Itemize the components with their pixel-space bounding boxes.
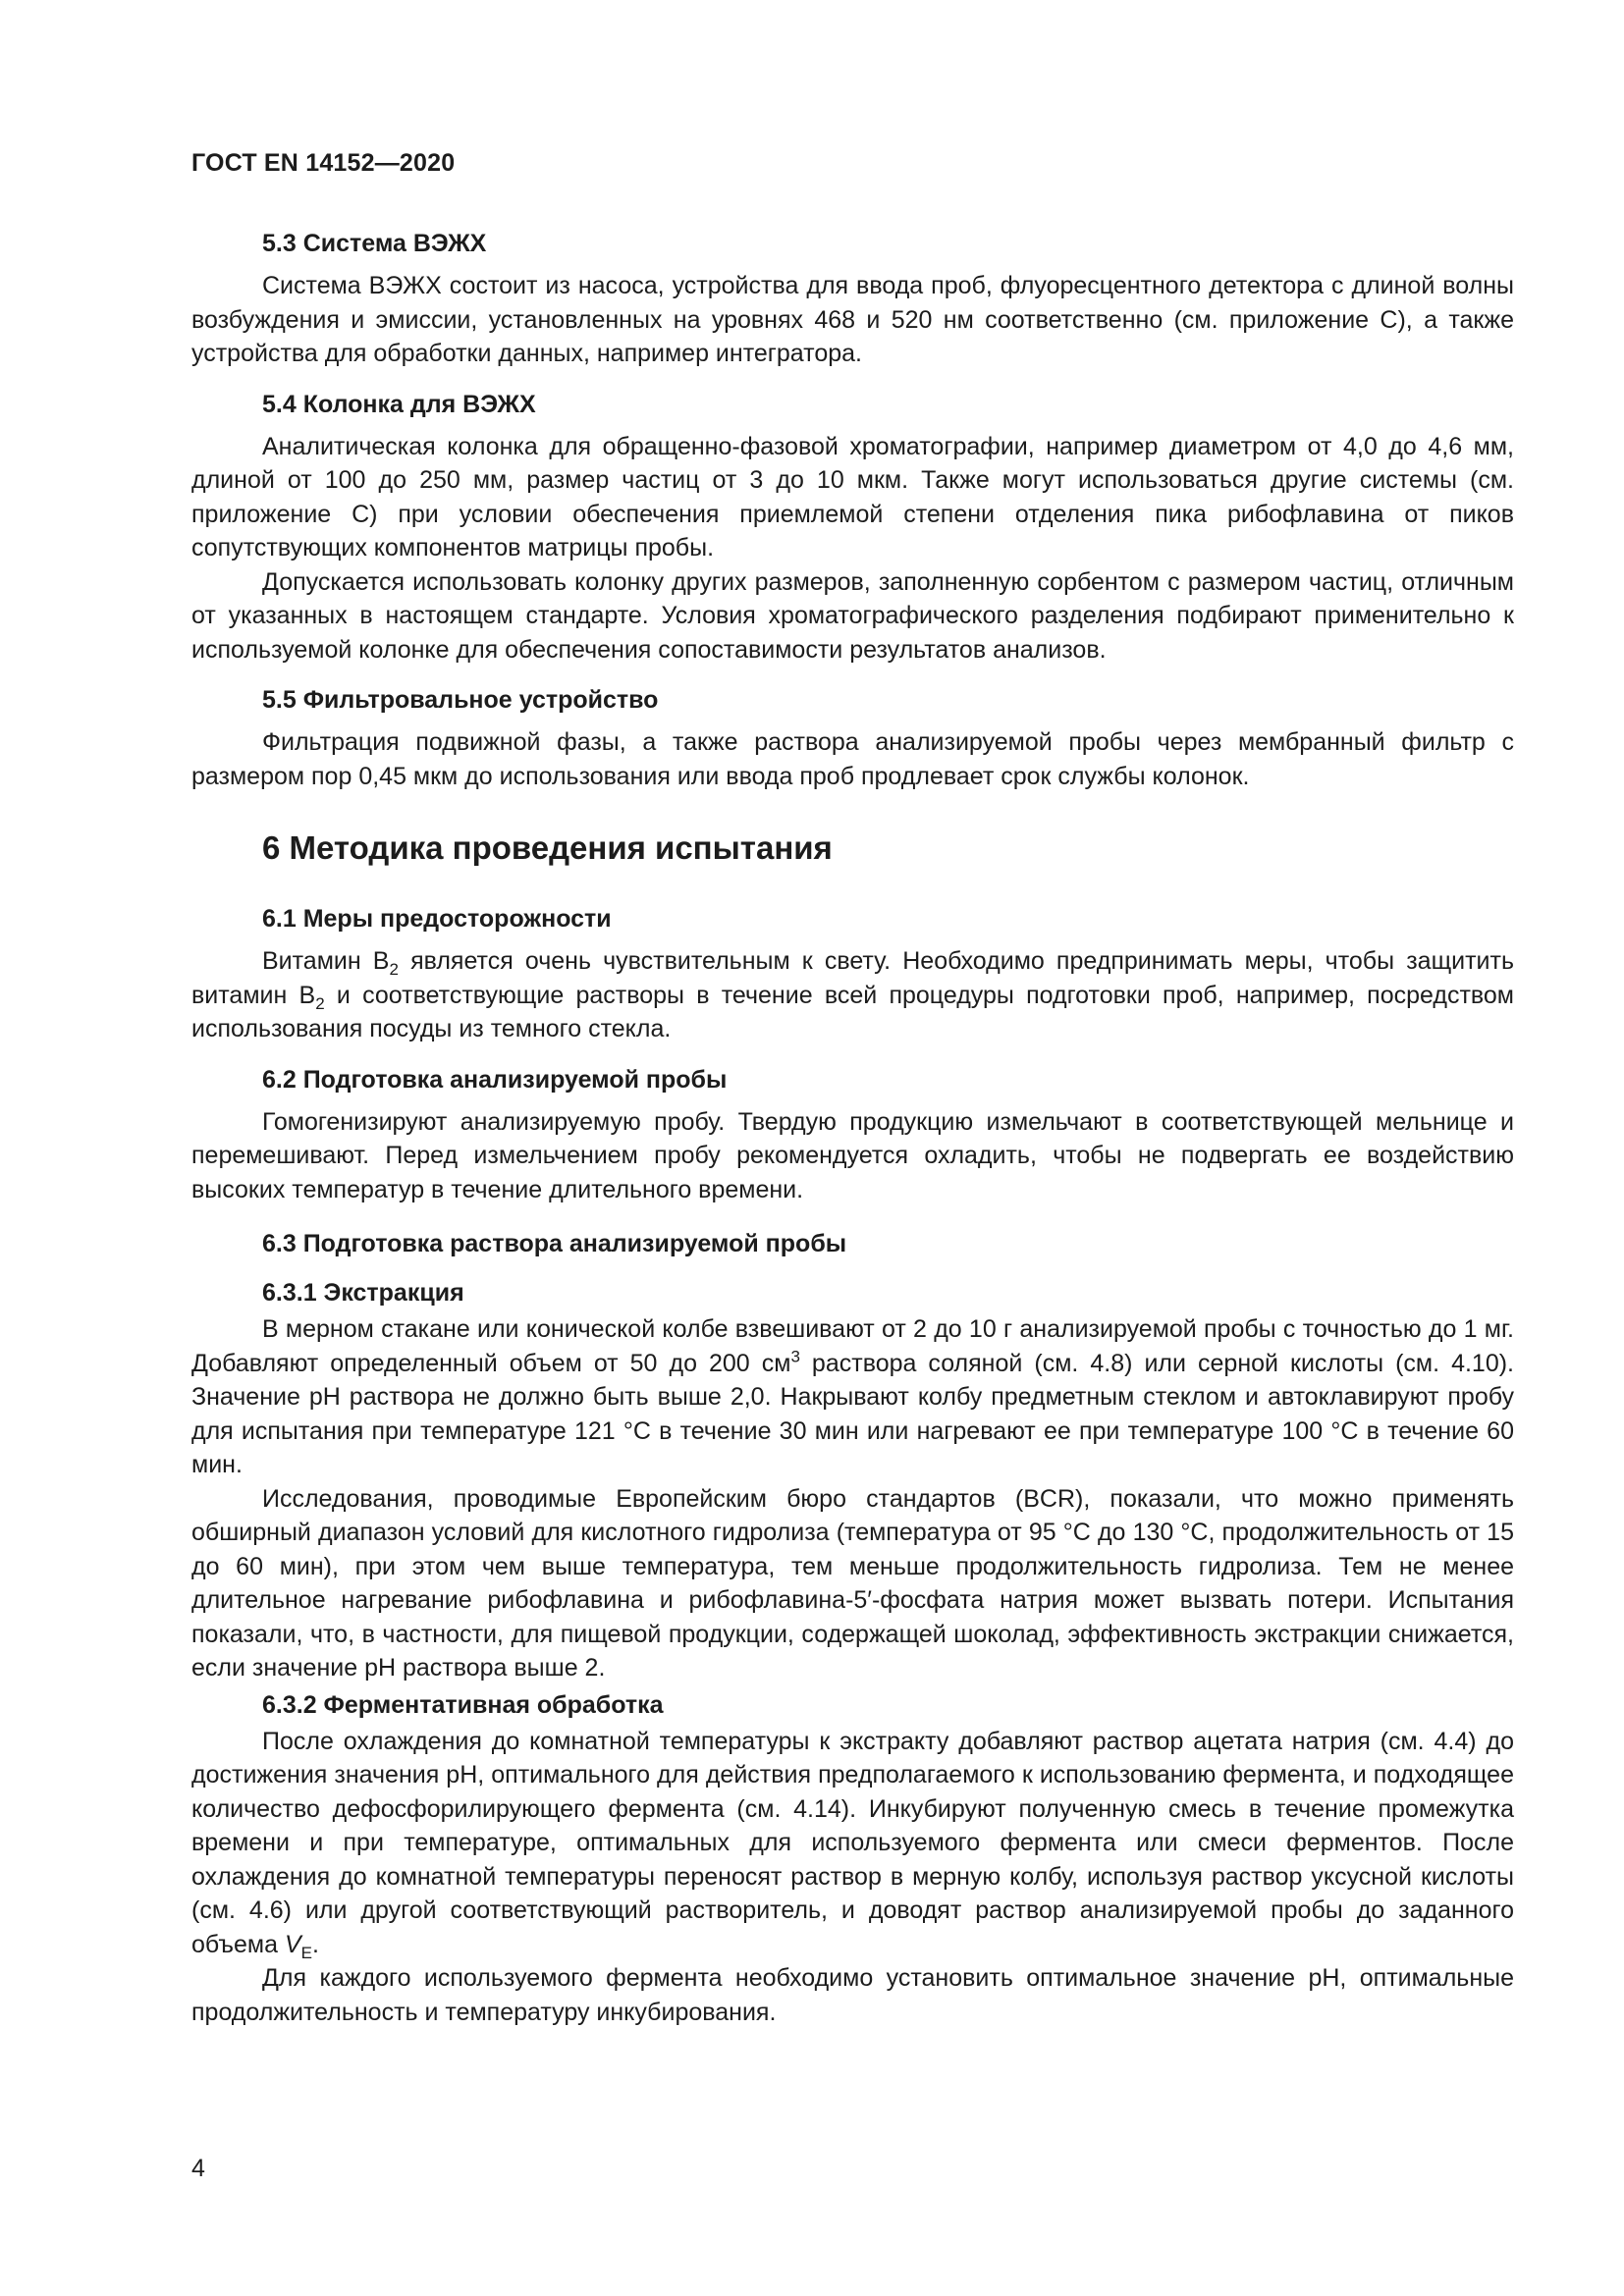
section-5-4-paragraph-1: Аналитическая колонка для обращенно-фазовой хроматографии, например диаметром от 4,0 до 4,6 мм, длиной от 100 до 250 мм, размер частиц от 3 до 10 мкм. Также могут использоваться другие системы (см. приложение C) при условии обеспечения приемлемой степени отделения пика рибофлавина от пиков сопутствующих компонентов матрицы пробы. (191, 432, 1514, 561)
section-6-title: 6 Методика проведения испытания (262, 829, 833, 866)
section-6-3-2-paragraph-2: Для каждого используемого фермента необходимо установить оптимальное значение pH, оптимальные продолжительность и температуру инкубирования. (191, 1964, 1514, 2026)
section-6-3-2-paragraph-1 (191, 1725, 1514, 1962)
text-run: является очень чувствительным к свету. Необходимо предпринимать меры, чтобы защитить витамин B (191, 947, 1514, 1009)
section-5-5-title: 5.5 Фильтровальное устройство (262, 686, 659, 714)
document-header: ГОСТ EN 14152—2020 (191, 149, 456, 177)
section-5-3-paragraph: Система ВЭЖХ состоит из насоса, устройства для ввода проб, флуоресцентного детектора с длиной волны возбуждения и эмиссии, установленных на уровнях 468 и 520 нм соответственно (см. приложение C), а также устройства для обработки данных, например интегратора. (191, 272, 1514, 367)
subscript: E (300, 1943, 312, 1962)
page-number: 4 (191, 2155, 205, 2182)
section-6-3-1-title: 6.3.1 Экстракция (262, 1279, 464, 1307)
text-run: и соответствующие растворы в течение всей процедуры подготовки проб, например, посредством использования посуды из темного стекла. (191, 981, 1514, 1042)
section-5-4-paragraph-2: Допускается использовать колонку других размеров, заполненную сорбентом с размером частиц, отличным от указанных в настоящем стандарте. Условия хроматографического разделения подбирают применительно к используемой колонке для обеспечения сопоставимости результатов анализов. (191, 567, 1514, 664)
section-6-3-title: 6.3 Подготовка раствора анализируемой пробы (262, 1230, 847, 1257)
subscript: 2 (389, 960, 399, 979)
section-5-3-title: 5.3 Система ВЭЖХ (262, 230, 487, 257)
section-6-2-paragraph: Гомогенизируют анализируемую пробу. Твердую продукцию измельчают в соответствующей мельнице и перемешивают. Перед измельчением пробу рекомендуется охладить, чтобы не подвергать ее воздействию высоких температур в течение длительного времени. (191, 1107, 1514, 1203)
text-run: раствора соляной (см. 4.8) или серной кислоты (см. 4.10). Значение pH раствора не должно быть выше 2,0. Накрывают колбу предметным стеклом и автоклавируют пробу для испытания при температуре 121 °C в течение 30 мин или нагревают ее при температуре 100 °C в течение 60 мин. (191, 1349, 1514, 1478)
section-6-3-1-paragraph-1 (191, 1312, 1514, 1482)
variable: V (284, 1930, 301, 1958)
section-6-2-title: 6.2 Подготовка анализируемой пробы (262, 1065, 728, 1094)
superscript: 3 (790, 1347, 800, 1366)
text-run: После охлаждения до комнатной температуры к экстракту добавляют раствор ацетата натрия (см. 4.4) до достижения значения pH, оптимального для действия предполагаемого к использованию фермента, и подходящее количество дефосфорилирующего фермента (см. 4.14). Инкубируют полученную смесь в течение промежутка времени и при температуре, оптимальных для используемого фермента или смеси ферментов. После охлаждения до комнатной температуры переносят раствор в мерную колбу, используя раствор уксусной кислоты (см. 4.6) или другой соответствующий растворитель, и доводят раствор анализируемой пробы до заданного объема (191, 1727, 1514, 1958)
section-5-4-title: 5.4 Колонка для ВЭЖХ (262, 390, 536, 418)
document-body (191, 224, 1514, 2029)
section-6-3-2-title: 6.3.2 Ферментативная обработка (262, 1690, 664, 1719)
text-run: Витамин B (262, 947, 390, 975)
section-6-1-paragraph (191, 944, 1514, 1046)
section-6-1-title: 6.1 Меры предосторожности (262, 905, 612, 933)
section-6-3-1-paragraph-2: Исследования, проводимые Европейским бюро стандартов (BCR), показали, что можно применять обширный диапазон условий для кислотного гидролиза (температура от 95 °C до 130 °C, продолжительность от 15 до 60 мин), при этом чем выше температура, тем меньше продолжительность гидролиза. Тем не менее длительное нагревание рибофлавина и рибофлавина-5′-фосфата натрия может вызвать потери. Испытания показали, что, в частности, для пищевой продукции, содержащей шоколад, эффективность экстракции снижается, если значение pH раствора выше 2. (191, 1484, 1514, 1682)
section-5-5-paragraph: Фильтрация подвижной фазы, а также раствора анализируемой пробы через мембранный фильтр с размером пор 0,45 мкм до использования или ввода проб продлевает срок службы колонок. (191, 728, 1514, 790)
subscript: 2 (315, 993, 325, 1013)
text-run: В мерном стакане или конической колбе взвешивают от 2 до 10 г анализируемой пробы с точностью до 1 мг. Добавляют определенный объем от 50 до 200 см (191, 1315, 1514, 1377)
text-run: . (312, 1930, 319, 1958)
